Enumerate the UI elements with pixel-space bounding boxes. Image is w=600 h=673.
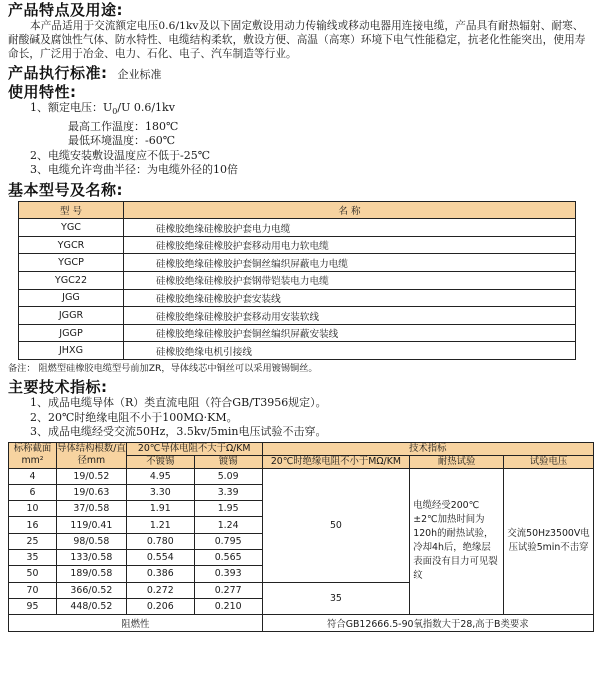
model-code: YGCR bbox=[19, 236, 124, 254]
model-name: 硅橡胶绝缘硅橡胶护套钢带铠装电力电缆 bbox=[124, 272, 576, 290]
structure-cell: 37/0.58 bbox=[56, 501, 126, 517]
resistance-tinned-cell: 0.277 bbox=[194, 582, 262, 598]
model-name: 硅橡胶绝缘电机引接线 bbox=[124, 342, 576, 360]
tech-list bbox=[8, 396, 594, 440]
models-title: 基本型号及名称: bbox=[8, 180, 123, 199]
section-cell: 95 bbox=[9, 598, 57, 614]
structure-cell: 19/0.63 bbox=[56, 484, 126, 500]
tech-item-2: 2、20℃时绝缘电阻不小于100MΩ·KM。 bbox=[30, 410, 238, 424]
section-cell: 25 bbox=[9, 533, 57, 549]
models-row bbox=[19, 236, 576, 254]
resistance-tinned-cell: 0.795 bbox=[194, 533, 262, 549]
structure-cell: 133/0.58 bbox=[56, 550, 126, 566]
models-note: 备注： 阻燃型硅橡胶电缆型号前加ZR，导体线芯中铜丝可以采用镀锡铜丝。 bbox=[8, 363, 318, 375]
tech-item-3: 3、成品电缆经受交流50Hz，3.5kv/5min电压试验不击穿。 bbox=[30, 425, 327, 439]
th-heat: 耐热试验 bbox=[410, 455, 504, 468]
th-voltage: 试验电压 bbox=[504, 455, 594, 468]
tech-item-1: 1、成品电缆导体（R）类直流电阻（符合GB/T3956规定）。 bbox=[30, 396, 327, 410]
usage-item-1a: 最高工作温度：180℃ bbox=[68, 119, 179, 133]
th-tech: 技术指标 bbox=[262, 442, 593, 455]
resistance-tinned-cell: 3.39 bbox=[194, 484, 262, 500]
section-cell: 70 bbox=[9, 582, 57, 598]
model-name: 硅橡胶绝缘硅橡胶护套移动用安装软线 bbox=[124, 307, 576, 325]
resistance-cell: 0.780 bbox=[126, 533, 194, 549]
section-cell: 50 bbox=[9, 566, 57, 582]
th-resistance: 20℃导体电阻不大于Ω/KM bbox=[126, 442, 262, 455]
features-text: 本产品适用于交流额定电压0.6/1kv及以下固定敷设用动力传输线或移动电器用连接电缆，产品具有耐热辐射、耐寒、耐酸碱及腐蚀性气体、防水特性、电缆结构柔软，敷设方便、高温（高寒）环境下电气性能稳定，抗老化性能突出，使用寿命长，广泛用于冶金、电力、石化、电子、汽车制造等行业。 bbox=[8, 20, 586, 60]
section-cell: 16 bbox=[9, 517, 57, 533]
insulation-cell-large: 35 bbox=[262, 582, 410, 615]
resistance-tinned-cell: 0.210 bbox=[194, 598, 262, 614]
resistance-tinned-cell: 5.09 bbox=[194, 468, 262, 484]
structure-cell: 448/0.52 bbox=[56, 598, 126, 614]
features-title: 产品特点及用途: bbox=[8, 1, 123, 19]
models-header-name: 名 称 bbox=[124, 201, 576, 219]
models-row bbox=[19, 289, 576, 307]
resistance-tinned-cell: 0.393 bbox=[194, 566, 262, 582]
usage-list bbox=[8, 101, 594, 178]
structure-cell: 98/0.58 bbox=[56, 533, 126, 549]
th-section: 标称截面 mm² bbox=[9, 442, 57, 468]
section-cell: 6 bbox=[9, 484, 57, 500]
model-name: 硅橡胶绝缘硅橡胶护套安装线 bbox=[124, 289, 576, 307]
model-code: YGCP bbox=[19, 254, 124, 272]
models-row bbox=[19, 342, 576, 360]
model-name: 硅橡胶绝缘硅橡胶护套电力电缆 bbox=[124, 219, 576, 237]
models-row bbox=[19, 272, 576, 290]
insulation-cell: 50 bbox=[262, 468, 410, 582]
usage-item-1: 1、额定电压：$U_0/U$ 0.6/1kv bbox=[30, 101, 175, 117]
section-cell: 4 bbox=[9, 468, 57, 484]
heat-test-cell: 电缆经受200℃±2℃加热时间为120h的耐热试验，冷却4h后，绝缘层表面没有目力可见裂纹 bbox=[410, 468, 504, 615]
models-row bbox=[19, 219, 576, 237]
usage-item-1b: 最低环境温度：-60℃ bbox=[68, 134, 176, 148]
models-row bbox=[19, 324, 576, 342]
model-code: JGG bbox=[19, 289, 124, 307]
models-header-model: 型 号 bbox=[19, 201, 124, 219]
section-cell: 35 bbox=[9, 550, 57, 566]
model-code: JGGR bbox=[19, 307, 124, 325]
model-code: YGC bbox=[19, 219, 124, 237]
model-name: 硅橡胶绝缘硅橡胶护套铜丝编织屏蔽安装线 bbox=[124, 324, 576, 342]
resistance-cell: 0.272 bbox=[126, 582, 194, 598]
models-row bbox=[19, 254, 576, 272]
models-row bbox=[19, 307, 576, 325]
standard-title: 产品执行标准: bbox=[8, 64, 108, 82]
resistance-cell: 1.21 bbox=[126, 517, 194, 533]
resistance-tinned-cell: 0.565 bbox=[194, 550, 262, 566]
model-code: JGGP bbox=[19, 324, 124, 342]
usage-title: 使用特性: bbox=[8, 83, 77, 101]
resistance-tinned-cell: 1.24 bbox=[194, 517, 262, 533]
model-name: 硅橡胶绝缘硅橡胶护套移动用电力软电缆 bbox=[124, 236, 576, 254]
th-structure: 导体结构根数/直径mm bbox=[56, 443, 126, 467]
th-insulation: 20℃时绝缘电阻不小于MΩ/KM bbox=[262, 455, 410, 468]
structure-cell: 189/0.58 bbox=[56, 566, 126, 582]
th-not-tinned: 不镀锡 bbox=[126, 455, 194, 468]
structure-cell: 366/0.52 bbox=[56, 582, 126, 598]
th-tinned: 镀锡 bbox=[194, 455, 262, 468]
tech-title: 主要技术指标: bbox=[8, 378, 108, 397]
resistance-cell: 0.554 bbox=[126, 550, 194, 566]
model-name: 硅橡胶绝缘硅橡胶护套铜丝编织屏蔽电力电缆 bbox=[124, 254, 576, 272]
section-cell: 10 bbox=[9, 501, 57, 517]
resistance-tinned-cell: 1.95 bbox=[194, 501, 262, 517]
usage-item-2: 2、电缆安装敷设温度应不低于-25℃ bbox=[30, 148, 211, 162]
standard-line bbox=[8, 64, 594, 82]
resistance-cell: 0.386 bbox=[126, 566, 194, 582]
flame-label: 阻燃性 bbox=[9, 615, 263, 632]
resistance-cell: 1.91 bbox=[126, 501, 194, 517]
tech-table bbox=[8, 442, 594, 633]
model-code: YGC22 bbox=[19, 272, 124, 290]
resistance-cell: 3.30 bbox=[126, 484, 194, 500]
resistance-cell: 4.95 bbox=[126, 468, 194, 484]
flame-row bbox=[9, 615, 594, 632]
flame-value: 符合GB12666.5-90氧指数大于28,高于B类要求 bbox=[262, 615, 593, 632]
structure-cell: 19/0.52 bbox=[56, 468, 126, 484]
tech-row bbox=[9, 468, 594, 484]
models-table bbox=[18, 201, 576, 360]
resistance-cell: 0.206 bbox=[126, 598, 194, 614]
usage-item-3: 3、电缆允许弯曲半径：为电缆外径的10倍 bbox=[30, 163, 238, 177]
structure-cell: 119/0.41 bbox=[56, 517, 126, 533]
voltage-test-cell: 交流50Hz3500V电压试验5min不击穿 bbox=[504, 468, 594, 615]
model-code: JHXG bbox=[19, 342, 124, 360]
standard-value: 企业标准 bbox=[117, 68, 162, 81]
